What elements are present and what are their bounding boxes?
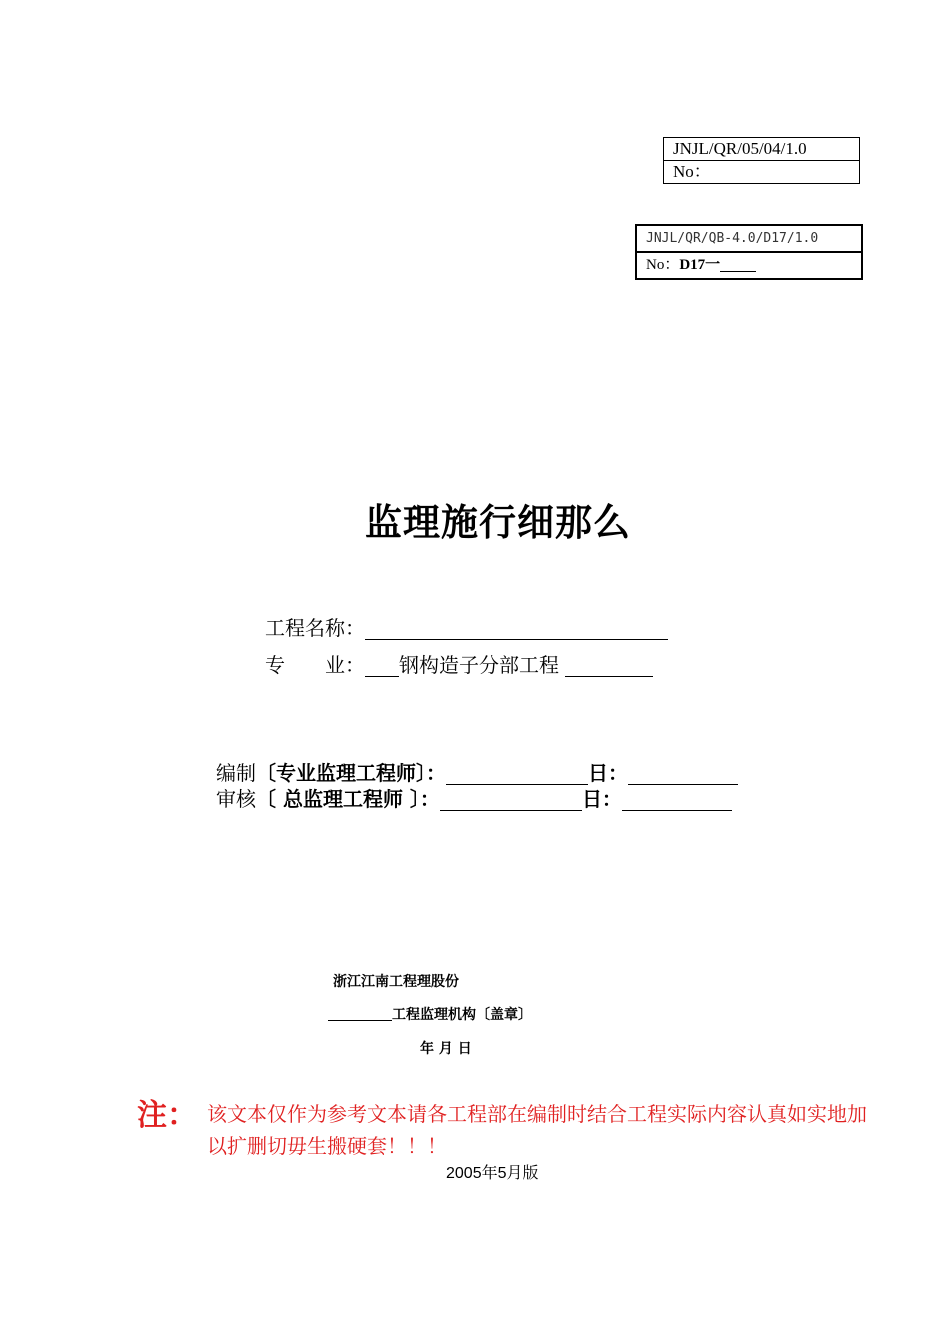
project-major-blank-left xyxy=(365,654,399,677)
form-number-value: D17一 xyxy=(679,257,721,273)
project-name-row xyxy=(265,612,668,641)
document-code: JNJL/QR/05/04/1.0 xyxy=(673,139,807,158)
note-label: 注： xyxy=(137,1098,197,1133)
agency-row xyxy=(328,1004,532,1024)
compile-date-label: 日： xyxy=(588,761,628,785)
project-major-value: 钢构造子分部工程 xyxy=(399,653,559,677)
project-major-row xyxy=(265,649,653,678)
review-date-blank xyxy=(622,788,732,811)
company-name: 浙江江南工程理股份 xyxy=(333,974,459,990)
compile-signature-blank xyxy=(446,762,588,785)
review-label: 审核 xyxy=(216,787,256,811)
project-name-blank xyxy=(365,617,668,640)
review-row xyxy=(216,783,732,812)
compile-label: 编制 xyxy=(216,761,256,785)
review-date-label: 日： xyxy=(581,787,622,811)
form-number xyxy=(637,251,861,278)
note-text: 该文本仅作为参考文本请各工程部在编制时结合工程实际内容认真如实地加以扩删切毋生搬硬套！！！ xyxy=(207,1102,867,1158)
compile-role: 〔专业监理工程师〕： xyxy=(256,761,446,785)
agency-name: 工程监理机构〔盖章〕 xyxy=(392,1007,532,1023)
form-number-blank xyxy=(720,257,756,272)
document-code-box xyxy=(663,137,860,184)
form-code: JNJL/QR/QB-4.0/D17/1.0 xyxy=(646,231,819,246)
organization-date: 年 月 日 xyxy=(420,1041,472,1057)
document-number-label: No： xyxy=(664,160,859,183)
form-code-box xyxy=(635,224,863,280)
agency-blank xyxy=(328,1006,392,1021)
review-role: 〔 总监理工程师 〕： xyxy=(256,787,440,811)
page-title: 监理施行细那么 xyxy=(365,501,631,544)
project-name-label: 工程名称： xyxy=(265,616,365,640)
review-signature-blank xyxy=(440,788,582,811)
compile-row xyxy=(216,757,738,786)
version-label: 2005年5月版 xyxy=(446,1165,539,1182)
project-major-label: 专 业： xyxy=(265,653,365,677)
compile-date-blank xyxy=(628,762,738,785)
project-major-blank-right xyxy=(565,654,653,677)
form-number-label: No： xyxy=(646,257,680,273)
